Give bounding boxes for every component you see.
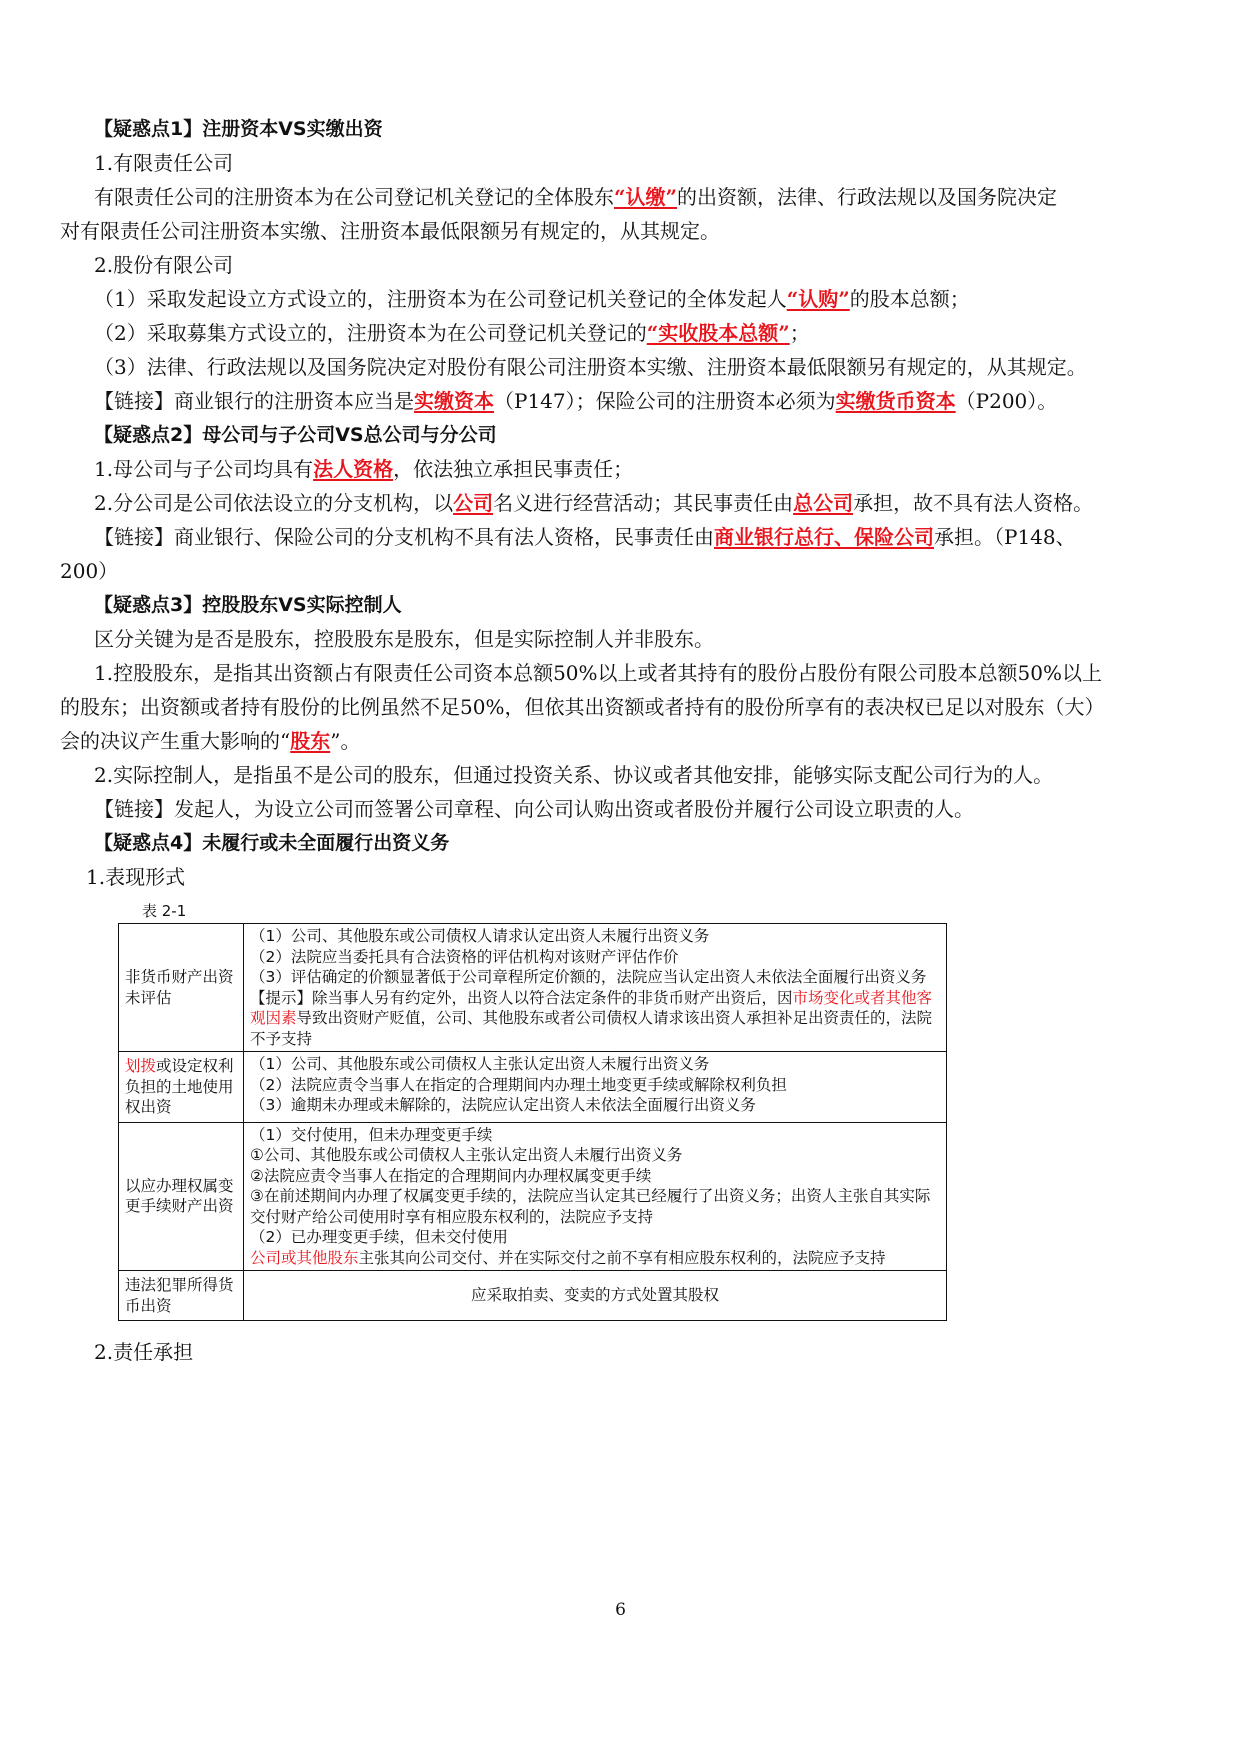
section-1-sub-2: 2.股份有限公司 [94,253,234,277]
section-2-para-2: 2.分公司是公司依法设立的分支机构，以公司名义进行经营活动；其民事责任由总公司承担，故不具有法人资格。 [94,491,1094,515]
highlight-rengou: “认购” [786,287,850,311]
row-3-label: 以应办理权属变更手续财产出资 [119,1122,244,1271]
section-1-item-2: （2）采取募集方式设立的，注册资本为在公司登记机关登记的“实收股本总额”； [94,321,810,345]
highlight-shishou: “实收股本总额” [646,321,790,345]
section-3-intro: 区分关键为是否是股东，控股股东是股东，但是实际控制人并非股东。 [94,627,714,651]
highlight-gongsi: 公司 [453,491,494,515]
section-3-para-1-end: 会的决议产生重大影响的“股东”。 [60,729,361,753]
section-1-link: 【链接】商业银行的注册资本应当是实缴资本（P147）；保险公司的注册资本必须为实缴货币资本（P200）。 [94,389,1058,413]
section-2-title: 【疑惑点2】母公司与子公司VS总公司与分公司 [94,424,497,446]
section-1-para-1: 有限责任公司的注册资本为在公司登记机关登记的全体股东“认缴”的出资额，法律、行政法规以及国务院决定 [94,185,1058,209]
row-2-label: 划拨或设定权利负担的土地使用权出资 [119,1052,244,1123]
table-caption: 表 2-1 [142,902,187,920]
highlight-shijiao-huobi: 实缴货币资本 [835,389,956,413]
section-2-para-1: 1.母公司与子公司均具有法人资格，依法独立承担民事责任； [94,457,634,481]
row-1-label: 非货币财产出资未评估 [119,924,244,1052]
row-1-content: （1）公司、其他股东或公司债权人请求认定出资人未履行出资义务 （2）法院应当委托具有合法资格的评估机构对该财产评估作价 （3）评估确定的价额显著低于公司章程所定价额的，法院应当认定出资人未依法全面履行出资义务 【提示】除当事人另有约定外，出资人以符合法定条件的非货币财产出资后，因市场变化或者其他客观因素导致出资财产贬值，公司、其他股东或者公司债权人请求该出资人承担补足出资责任的，法院不予支持 [244,924,947,1052]
section-1-item-1: （1）采取发起设立方式设立的，注册资本为在公司登记机关登记的全体发起人“认购”的股本总额； [94,287,970,311]
section-1-item-3: （3）法律、行政法规以及国务院决定对股份有限公司注册资本实缴、注册资本最低限额另有规定的，从其规定。 [94,355,1087,379]
table-row [119,924,947,1052]
section-1-para-1-cont: 对有限责任公司注册资本实缴、注册资本最低限额另有规定的，从其规定。 [60,219,720,243]
row-3-content: （1）交付使用，但未办理变更手续 ①公司、其他股东或公司债权人主张认定出资人未履行出资义务 ②法院应责令当事人在指定的合理期间内办理权属变更手续 ③在前述期间内办理了权属变更手续的，法院应当认定其已经履行了出资义务；出资人主张自其实际交付财产给公司使用时享有相应股东权利的，法院应予支持 （2）已办理变更手续，但未交付使用 公司或其他股东主张其向公司交付、并在实际交付之前不享有相应股东权利的，法院应予支持 [244,1122,947,1271]
section-3-para-1-cont: 的股东；出资额或者持有股份的比例虽然不足50%，但依其出资额或者持有的股份所享有的表决权已足以对股东（大） [60,695,1105,719]
section-3-link: 【链接】发起人，为设立公司而签署公司章程、向公司认购出资或者股份并履行公司设立职责的人。 [94,797,974,821]
document-page [60,112,1185,1369]
section-4-title: 【疑惑点4】未履行或未全面履行出资义务 [94,832,450,854]
section-2-link-cont: 200） [60,559,119,583]
row-4-label: 违法犯罪所得货币出资 [119,1271,244,1321]
highlight-faren: 法人资格 [313,457,394,481]
table-row [119,1122,947,1271]
highlight-zonghang: 商业银行总行、保险公司 [714,525,934,549]
highlight-zonggongsi: 总公司 [793,491,854,515]
page-number: 6 [615,1600,626,1620]
section-2-link: 【链接】商业银行、保险公司的分支机构不具有法人资格，民事责任由商业银行总行、保险公司承担。（P148、 [94,525,1076,549]
section-3-para-1: 1.控股股东，是指其出资额占有限责任公司资本总额50%以上或者其持有的股份占股份有限公司股本总额50%以上 [94,661,1102,685]
highlight-renjiao: “认缴” [614,185,678,209]
table-row [119,1052,947,1123]
section-4-sub-2: 2.责任承担 [94,1340,194,1364]
highlight-gudong: 股东 [290,729,331,753]
section-1-sub-1: 1.有限责任公司 [94,151,234,175]
section-1-title: 【疑惑点1】注册资本VS实缴出资 [94,118,383,140]
section-3-para-2: 2.实际控制人，是指虽不是公司的股东，但通过投资关系、协议或者其他安排，能够实际支配公司行为的人。 [94,763,1054,787]
section-3-title: 【疑惑点3】控股股东VS实际控制人 [94,594,402,616]
row-4-content: 应采取拍卖、变卖的方式处置其股权 [244,1271,947,1321]
section-4-sub-1: 1.表现形式 [86,865,186,889]
table-row [119,1271,947,1321]
highlight-shijiao: 实缴资本 [414,389,494,413]
row-2-content: （1）公司、其他股东或公司债权人主张认定出资人未履行出资义务 （2）法院应责令当事人在指定的合理期间内办理土地变更手续或解除权利负担 （3）逾期未办理或未解除的，法院应认定出资人未依法全面履行出资义务 [244,1052,947,1123]
table-2-1 [118,923,947,1321]
